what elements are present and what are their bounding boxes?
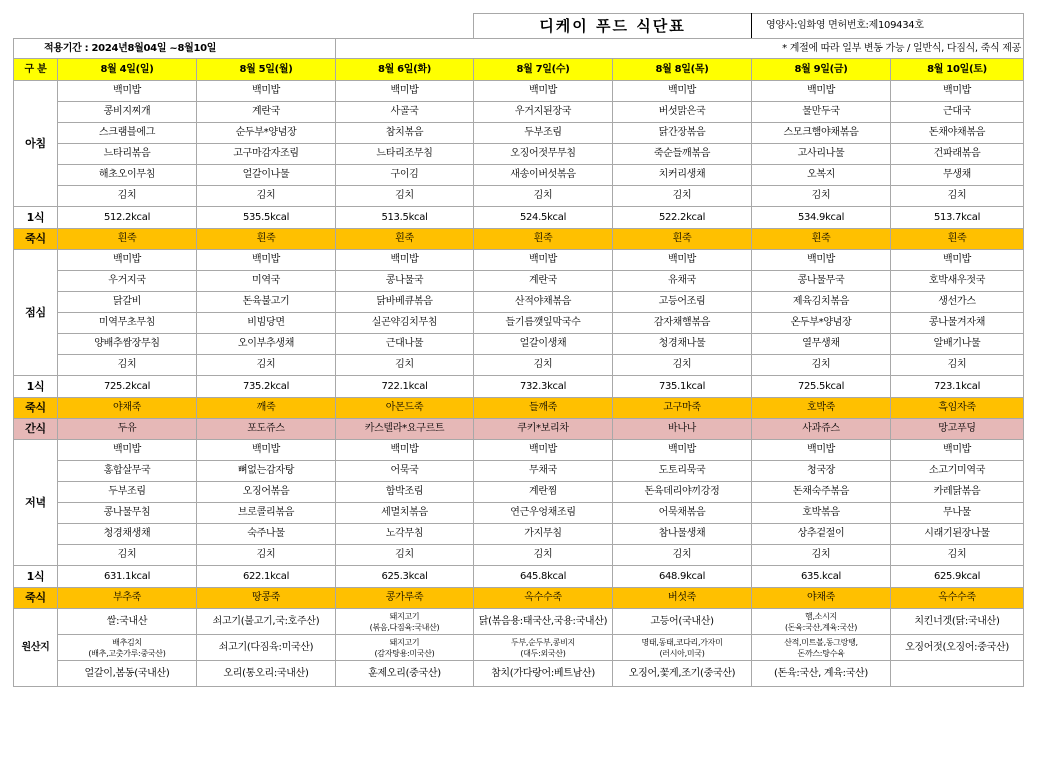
- page-title: 디케이 푸드 식단표: [474, 14, 752, 39]
- period-label: 적용기간 : 2024년8월04일 ~8월10일: [14, 39, 336, 59]
- day-header: 8월 8일(목): [613, 59, 752, 81]
- menu-item: 콩나물무국: [752, 271, 891, 292]
- menu-item: 청경채생채: [58, 524, 197, 545]
- origin-line: 명태,동태,코다리,가자미: [641, 637, 723, 647]
- porridge-item: 흰죽: [336, 229, 474, 250]
- menu-item: 상추겉절이: [752, 524, 891, 545]
- menu-item: 해초오이무침: [58, 165, 197, 186]
- origin-item: [336, 635, 474, 661]
- menu-item: 김치: [58, 355, 197, 376]
- snack-item: 바나나: [613, 419, 752, 440]
- porridge-item: 옥수수죽: [891, 588, 1024, 609]
- menu-item: 우거지된장국: [474, 102, 613, 123]
- day-header: 8월 5일(월): [197, 59, 336, 81]
- origin-line: (배추,고춧가루:중국산): [88, 648, 166, 658]
- menu-item: 근대나물: [336, 334, 474, 355]
- porridge-item: 흰죽: [474, 229, 613, 250]
- menu-item: 콩나물국: [336, 271, 474, 292]
- menu-item: 카레닭볶음: [891, 482, 1024, 503]
- menu-item: 느타리조무침: [336, 144, 474, 165]
- kcal-value: 512.2kcal: [58, 207, 197, 229]
- menu-item: 백미밥: [197, 250, 336, 271]
- origin-item: [891, 661, 1024, 687]
- kcal-value: 631.1kcal: [58, 566, 197, 588]
- menu-item: 산적야채볶음: [474, 292, 613, 313]
- menu-item: 참치볶음: [336, 123, 474, 144]
- snack-label: 간식: [14, 419, 58, 440]
- origin-item: 참치(가다랑어:베트남산): [474, 661, 613, 687]
- notice-text: * 계절에 따라 일부 변동 가능 / 일반식, 다짐식, 죽식 제공: [336, 39, 1024, 59]
- origin-item: 훈제오리(중국산): [336, 661, 474, 687]
- porridge-item: 고구마죽: [613, 398, 752, 419]
- origin-item: 오징어젓(오징어:중국산): [891, 635, 1024, 661]
- menu-item: 노각무침: [336, 524, 474, 545]
- menu-item: 콩나물무침: [58, 503, 197, 524]
- menu-item: 치커리생채: [613, 165, 752, 186]
- origin-line: (볶음,다짐육:국내산): [369, 622, 440, 632]
- snack-item: 사과쥬스: [752, 419, 891, 440]
- meal-label-breakfast: 아침: [14, 81, 58, 207]
- menu-item: 사골국: [336, 102, 474, 123]
- menu-item: 백미밥: [336, 250, 474, 271]
- menu-item: 백미밥: [58, 81, 197, 102]
- menu-item: 무나물: [891, 503, 1024, 524]
- snack-item: 쿠키*보리차: [474, 419, 613, 440]
- snack-item: 두유: [58, 419, 197, 440]
- snack-item: 망고푸딩: [891, 419, 1024, 440]
- origin-line: 배추김치: [112, 637, 142, 647]
- menu-item: 소고기미역국: [891, 461, 1024, 482]
- menu-item: 무생채: [891, 165, 1024, 186]
- porridge-item: 흰죽: [891, 229, 1024, 250]
- origin-item: 쌀:국내산: [58, 609, 197, 635]
- menu-item: 김치: [336, 355, 474, 376]
- origin-item: 오징어,꽃게,조기(중국산): [613, 661, 752, 687]
- menu-item: 콩비지찌개: [58, 102, 197, 123]
- day-header: 8월 4일(일): [58, 59, 197, 81]
- menu-item: 청경채나물: [613, 334, 752, 355]
- dietitian-info: 영양사:임화영 면허번호:제109434호: [752, 14, 1024, 39]
- menu-item: 닭갈비: [58, 292, 197, 313]
- menu-item: 김치: [752, 355, 891, 376]
- kcal-value: 732.3kcal: [474, 376, 613, 398]
- kcal-value: 535.5kcal: [197, 207, 336, 229]
- origin-item: 얼갈이,봄동(국내산): [58, 661, 197, 687]
- menu-item: 김치: [891, 355, 1024, 376]
- porridge-item: 옥수수죽: [474, 588, 613, 609]
- porridge-item: 부추죽: [58, 588, 197, 609]
- menu-item: 참나물생채: [613, 524, 752, 545]
- menu-item: 건파래볶음: [891, 144, 1024, 165]
- menu-item: 김치: [891, 545, 1024, 566]
- menu-item: 김치: [58, 186, 197, 207]
- menu-item: 스크램블에그: [58, 123, 197, 144]
- porridge-item: 흰죽: [58, 229, 197, 250]
- one-meal-label: 1식: [14, 376, 58, 398]
- menu-item: 들기름깻잎막국수: [474, 313, 613, 334]
- menu-item: 비빔당면: [197, 313, 336, 334]
- porridge-item: 흑임자죽: [891, 398, 1024, 419]
- menu-item: 고구마감자조림: [197, 144, 336, 165]
- origin-label: 원산지: [14, 609, 58, 687]
- menu-item: 백미밥: [891, 81, 1024, 102]
- menu-item: 오징어볶음: [197, 482, 336, 503]
- menu-item: 버섯맑은국: [613, 102, 752, 123]
- menu-item: 실곤약김치무침: [336, 313, 474, 334]
- origin-line: (감자탕용:미국산): [374, 648, 435, 658]
- porridge-item: 흰죽: [197, 229, 336, 250]
- menu-item: 브로콜리볶음: [197, 503, 336, 524]
- porridge-label: 죽식: [14, 588, 58, 609]
- menu-item: 콩나물겨자채: [891, 313, 1024, 334]
- menu-item: 백미밥: [474, 440, 613, 461]
- meal-label-lunch: 점심: [14, 250, 58, 376]
- menu-item: 열무생채: [752, 334, 891, 355]
- menu-item: 시래기된장나물: [891, 524, 1024, 545]
- menu-item: 백미밥: [336, 81, 474, 102]
- porridge-item: 흰죽: [752, 229, 891, 250]
- menu-item: 백미밥: [613, 440, 752, 461]
- kcal-value: 725.2kcal: [58, 376, 197, 398]
- menu-item: 백미밥: [752, 81, 891, 102]
- porridge-item: 야채죽: [752, 588, 891, 609]
- menu-item: 미역국: [197, 271, 336, 292]
- menu-item: 김치: [197, 545, 336, 566]
- kcal-value: 513.7kcal: [891, 207, 1024, 229]
- origin-line: 돈까스:탕수육: [797, 648, 845, 658]
- menu-item: 고등어조림: [613, 292, 752, 313]
- origin-item: [752, 635, 891, 661]
- menu-item: 미역무초무침: [58, 313, 197, 334]
- menu-item: 새송이버섯볶음: [474, 165, 613, 186]
- menu-item: 청국장: [752, 461, 891, 482]
- kcal-value: 722.1kcal: [336, 376, 474, 398]
- menu-item: 백미밥: [197, 81, 336, 102]
- menu-item: 백미밥: [752, 440, 891, 461]
- menu-item: 두부조림: [474, 123, 613, 144]
- origin-line: 햄,소시지: [805, 611, 837, 621]
- kcal-value: 645.8kcal: [474, 566, 613, 588]
- kcal-value: 723.1kcal: [891, 376, 1024, 398]
- menu-item: 계란국: [474, 271, 613, 292]
- origin-item: 닭(볶음용:태국산,국용:국내산): [474, 609, 613, 635]
- menu-item: 홍합살무국: [58, 461, 197, 482]
- menu-item: 호박볶음: [752, 503, 891, 524]
- menu-item: 호박새우젓국: [891, 271, 1024, 292]
- day-header: 8월 6일(화): [336, 59, 474, 81]
- origin-line: 두부,순두부,콩비지: [511, 637, 575, 647]
- porridge-item: 아몬드죽: [336, 398, 474, 419]
- snack-item: 포도쥬스: [197, 419, 336, 440]
- menu-item: 백미밥: [474, 81, 613, 102]
- porridge-item: 땅콩죽: [197, 588, 336, 609]
- menu-item: 우거지국: [58, 271, 197, 292]
- porridge-item: 콩가루죽: [336, 588, 474, 609]
- menu-item: 감자채햄볶음: [613, 313, 752, 334]
- porridge-item: 깨죽: [197, 398, 336, 419]
- porridge-item: 호박죽: [752, 398, 891, 419]
- menu-item: 어묵채볶음: [613, 503, 752, 524]
- menu-item: 백미밥: [197, 440, 336, 461]
- menu-item: 돈육불고기: [197, 292, 336, 313]
- origin-line: 돼지고기: [389, 637, 420, 647]
- menu-item: 돈채야채볶음: [891, 123, 1024, 144]
- kcal-value: 534.9kcal: [752, 207, 891, 229]
- one-meal-label: 1식: [14, 566, 58, 588]
- porridge-item: 흰죽: [613, 229, 752, 250]
- menu-item: 스모크햄야채볶음: [752, 123, 891, 144]
- kcal-value: 635.kcal: [752, 566, 891, 588]
- menu-item: 순두부*양념장: [197, 123, 336, 144]
- menu-item: 유채국: [613, 271, 752, 292]
- menu-item: 돈채숙주볶음: [752, 482, 891, 503]
- meal-plan-sheet: [13, 13, 1023, 687]
- menu-item: 김치: [613, 355, 752, 376]
- menu-item: 김치: [474, 186, 613, 207]
- origin-line: (대두:외국산): [520, 648, 566, 658]
- kcal-value: 513.5kcal: [336, 207, 474, 229]
- menu-item: 함박조림: [336, 482, 474, 503]
- meal-label-dinner: 저녁: [14, 440, 58, 566]
- origin-line: 돼지고기: [389, 611, 420, 621]
- menu-item: 제육김치볶음: [752, 292, 891, 313]
- menu-item: 김치: [474, 545, 613, 566]
- menu-item: 김치: [58, 545, 197, 566]
- origin-line: (러시아,미국): [659, 648, 705, 658]
- kcal-value: 735.2kcal: [197, 376, 336, 398]
- menu-item: 세멸치볶음: [336, 503, 474, 524]
- day-header: 8월 9일(금): [752, 59, 891, 81]
- menu-item: 김치: [613, 545, 752, 566]
- menu-item: 김치: [197, 355, 336, 376]
- menu-item: 도토리묵국: [613, 461, 752, 482]
- origin-item: [58, 635, 197, 661]
- menu-item: 오복지: [752, 165, 891, 186]
- menu-item: 백미밥: [58, 440, 197, 461]
- menu-item: 양배추쌈장무침: [58, 334, 197, 355]
- menu-item: 돈육데리야끼강정: [613, 482, 752, 503]
- title-spacer: [14, 14, 474, 39]
- menu-item: 느타리볶음: [58, 144, 197, 165]
- menu-item: 김치: [336, 545, 474, 566]
- origin-item: 치킨너겟(닭:국내산): [891, 609, 1024, 635]
- menu-item: 물만두국: [752, 102, 891, 123]
- menu-item: 김치: [891, 186, 1024, 207]
- kcal-value: 522.2kcal: [613, 207, 752, 229]
- origin-item: [613, 635, 752, 661]
- menu-item: 숙주나물: [197, 524, 336, 545]
- menu-item: 백미밥: [891, 440, 1024, 461]
- menu-item: 연근우엉채조림: [474, 503, 613, 524]
- porridge-item: 야채죽: [58, 398, 197, 419]
- porridge-item: 들깨죽: [474, 398, 613, 419]
- day-header: 8월 10일(토): [891, 59, 1024, 81]
- origin-item: 쇠고기(다짐육:미국산): [197, 635, 336, 661]
- menu-item: 백미밥: [613, 250, 752, 271]
- origin-item: (돈육:국산, 계육:국산): [752, 661, 891, 687]
- menu-item: 김치: [336, 186, 474, 207]
- kcal-value: 648.9kcal: [613, 566, 752, 588]
- menu-item: 고사리나물: [752, 144, 891, 165]
- menu-item: 오징어젓무무침: [474, 144, 613, 165]
- origin-item: 고등어(국내산): [613, 609, 752, 635]
- menu-item: 구이김: [336, 165, 474, 186]
- one-meal-label: 1식: [14, 207, 58, 229]
- meal-plan-table: [13, 13, 1024, 687]
- menu-item: 닭바베큐볶음: [336, 292, 474, 313]
- snack-item: 카스텔라*요구르트: [336, 419, 474, 440]
- origin-item: 쇠고기(불고기,국:호주산): [197, 609, 336, 635]
- menu-item: 계란찜: [474, 482, 613, 503]
- porridge-label: 죽식: [14, 229, 58, 250]
- kcal-value: 725.5kcal: [752, 376, 891, 398]
- menu-item: 백미밥: [474, 250, 613, 271]
- menu-item: 어묵국: [336, 461, 474, 482]
- menu-item: 백미밥: [336, 440, 474, 461]
- kcal-value: 625.3kcal: [336, 566, 474, 588]
- menu-item: 김치: [474, 355, 613, 376]
- menu-item: 계란국: [197, 102, 336, 123]
- origin-item: [336, 609, 474, 635]
- menu-item: 닭간장볶음: [613, 123, 752, 144]
- menu-item: 가지무침: [474, 524, 613, 545]
- menu-item: 오이부추생채: [197, 334, 336, 355]
- origin-item: [752, 609, 891, 635]
- menu-item: 온두부*양념장: [752, 313, 891, 334]
- menu-item: 근대국: [891, 102, 1024, 123]
- kcal-value: 735.1kcal: [613, 376, 752, 398]
- origin-line: (돈육:국산,계육:국산): [784, 622, 858, 632]
- menu-item: 무채국: [474, 461, 613, 482]
- kcal-value: 622.1kcal: [197, 566, 336, 588]
- menu-item: 얼갈이생채: [474, 334, 613, 355]
- kcal-value: 524.5kcal: [474, 207, 613, 229]
- menu-item: 죽순들깨볶음: [613, 144, 752, 165]
- category-header: 구 분: [14, 59, 58, 81]
- origin-item: 오리(통오리:국내산): [197, 661, 336, 687]
- menu-item: 두부조림: [58, 482, 197, 503]
- kcal-value: 625.9kcal: [891, 566, 1024, 588]
- menu-item: 뼈없는감자탕: [197, 461, 336, 482]
- day-header: 8월 7일(수): [474, 59, 613, 81]
- menu-item: 얼갈이나물: [197, 165, 336, 186]
- menu-item: 백미밥: [613, 81, 752, 102]
- menu-item: 백미밥: [891, 250, 1024, 271]
- origin-item: [474, 635, 613, 661]
- origin-line: 산적,미트볼,동그랑땡,: [784, 637, 858, 647]
- menu-item: 김치: [752, 545, 891, 566]
- menu-item: 백미밥: [752, 250, 891, 271]
- porridge-item: 버섯죽: [613, 588, 752, 609]
- menu-item: 김치: [197, 186, 336, 207]
- menu-item: 김치: [752, 186, 891, 207]
- menu-item: 김치: [613, 186, 752, 207]
- menu-item: 백미밥: [58, 250, 197, 271]
- menu-item: 생선가스: [891, 292, 1024, 313]
- menu-item: 알배기나물: [891, 334, 1024, 355]
- porridge-label: 죽식: [14, 398, 58, 419]
